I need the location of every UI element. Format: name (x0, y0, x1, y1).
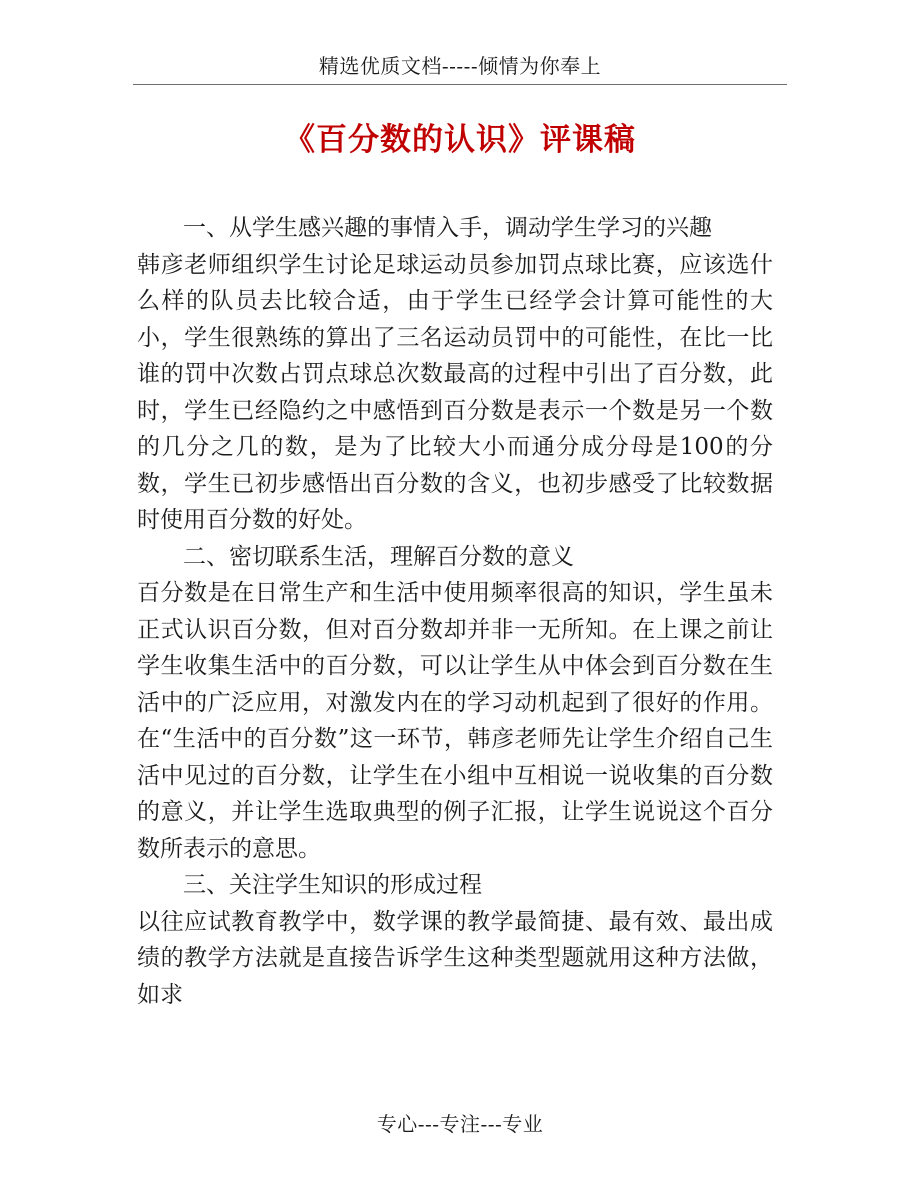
section-paragraph-1: 韩彦老师组织学生讨论足球运动员参加罚点球比赛，应该选什么样的队员去比较合适，由于学生已经学会计算可能性的大小，学生很熟练的算出了三名运动员罚中的可能性，在比一比谁的罚中次数占罚点球总次数最高的过程中引出了百分数，此时，学生已经隐约之中感悟到百分数是表示一个数是另一个数的几分之几的数，是为了比较大小而通分成分母是100的分数，学生已初步感悟出百分数的含义，也初步感受了比较数据时使用百分数的好处。 (137, 251, 773, 533)
document-title: 《百分数的认识》评课稿 (284, 122, 636, 158)
section-heading-1: 一、从学生感兴趣的事情入手，调动学生学习的兴趣 (183, 215, 712, 241)
document-body (137, 210, 773, 1013)
header-divider (133, 84, 787, 85)
running-header: 精选优质文档-----倾情为你奉上 (318, 54, 602, 78)
section-heading-3: 三、关注学生知识的形成过程 (183, 872, 482, 898)
section-heading-2: 二、密切联系生活，理解百分数的意义 (183, 543, 574, 570)
running-footer: 专心---专注---专业 (376, 1112, 544, 1136)
section-paragraph-3: 以往应试教育教学中，数学课的教学最简捷、最有效、最出成绩的教学方法就是直接告诉学生这种类型题就用这种方法做，如求 (137, 908, 773, 1008)
section-paragraph-2: 百分数是在日常生产和生活中使用频率很高的知识，学生虽未正式认识百分数，但对百分数却并非一无所知。在上课之前让学生收集生活中的百分数，可以让学生从中体会到百分数在生活中的广泛应用，对激发内在的学习动机起到了很好的作用。在“生活中的百分数”这一环节，韩彦老师先让学生介绍自己生活中见过的百分数，让学生在小组中互相说一说收集的百分数的意义，并让学生选取典型的例子汇报，让学生说说这个百分数所表示的意思。 (137, 580, 773, 862)
